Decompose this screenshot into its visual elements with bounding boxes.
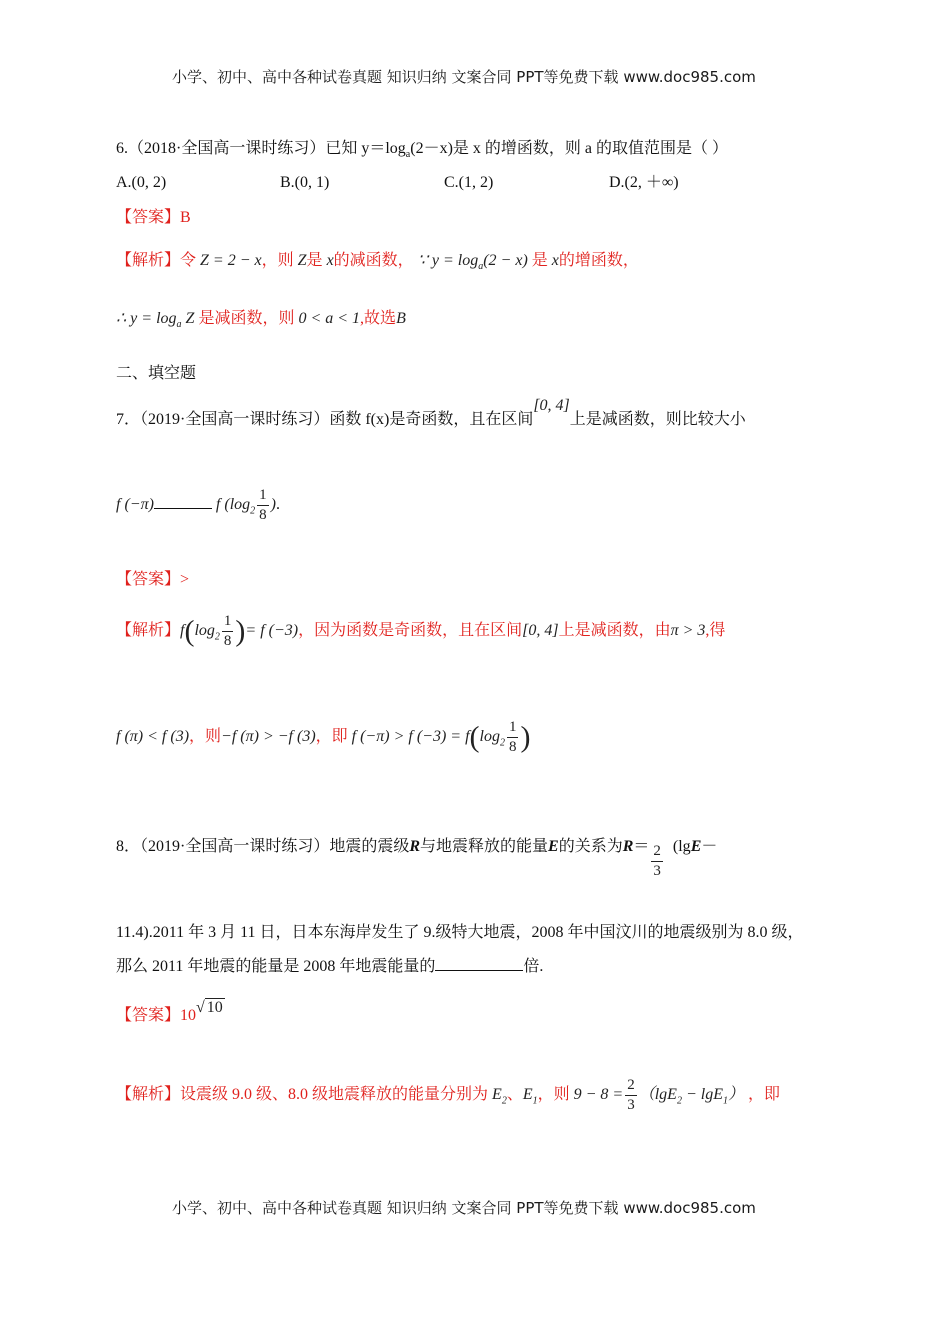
page-footer: 小学、初中、高中各种试卷真题 知识归纳 文案合同 PPT等免费下载 www.doc985.com <box>172 1199 756 1217</box>
q6-option-a: A.(0, 2) <box>116 174 167 191</box>
q8-answer-blank <box>435 956 523 971</box>
question-6-stem: 6.（2018·全国高一课时练习）已知 $y=\log_a(2-x)$是 x 的增函数，则 a 的取值范围是（ ） <box>116 140 728 161</box>
page-header: 小学、初中、高中各种试卷真题 知识归纳 文案合同 PPT等免费下载 www.doc985.com <box>172 68 756 86</box>
section-fill-in-blank: 二、填空题 <box>116 365 197 382</box>
question-8-stem-line1: 8．（2019·全国高一课时练习）地震的震级R与地震释放的能量E的关系为R＝ $\frac{2}{3}$ (lgE－ <box>116 838 718 879</box>
q8-answer: 【答案】10√ 10 <box>116 999 223 1024</box>
q8-analysis: 【解析】设震级 9.0 级、8.0 级地震释放的能量分别为 $E_2$、$E_1$，则 9 − 8 = $\frac{2}{3}$ （lgE$_2$ − lgE$_1$） ，即 <box>116 1077 780 1113</box>
sqrt-symbol: √ 10 <box>196 999 223 1016</box>
q7-analysis-line1: 【解析】$f(\log_2$ $\frac{1}{8}$ )= f (−3)，因为函数是奇函数，且在区间[0, 4]上是减函数，由π > 3,得 <box>116 613 726 649</box>
q6-option-c: C.(1, 2) <box>444 174 494 191</box>
question-8-stem-line2: 11.4).2011 年 3 月 11 日，日本东海岸发生了 9.级特大地震，2008 年中国汶川的地震级别为 8.0 级， <box>116 924 804 941</box>
q6-analysis-line2: ∴ $y = \log_a Z$ 是减函数，则 0 < a < 1,故选B <box>116 310 406 331</box>
question-7-expression: f (−π) f ($\log_2$ $\frac{1}{8}$ ). <box>116 487 280 523</box>
q6-option-b: B.(0, 1) <box>280 174 330 191</box>
q7-answer-blank <box>154 494 212 509</box>
question-7-stem: 7．（2019·全国高一课时练习）函数 f(x)是奇函数，且在区间[0, 4]上是减函数，则比较大小 <box>116 397 746 428</box>
q6-analysis-line1: 【解析】令 Z = 2 − x，则 Z是 x的减函数， ∵ $y = \log_a(2 - x)$ 是 x的增函数， <box>116 252 639 273</box>
q7-analysis-line2: f (π) < f (3)，则−f (π) > −f (3)，即 f (−π) > f $(-3) = f(\log_2$ $\frac{1}{8}$ ) <box>116 719 531 755</box>
question-8-stem-line3: 那么 2011 年地震的能量是 2008 年地震能量的 倍. <box>116 958 544 975</box>
q6-option-d: D.(2, ＋∞) <box>609 174 679 191</box>
q6-answer: 【答案】B <box>116 209 191 226</box>
q7-answer: 【答案】> <box>116 571 190 588</box>
